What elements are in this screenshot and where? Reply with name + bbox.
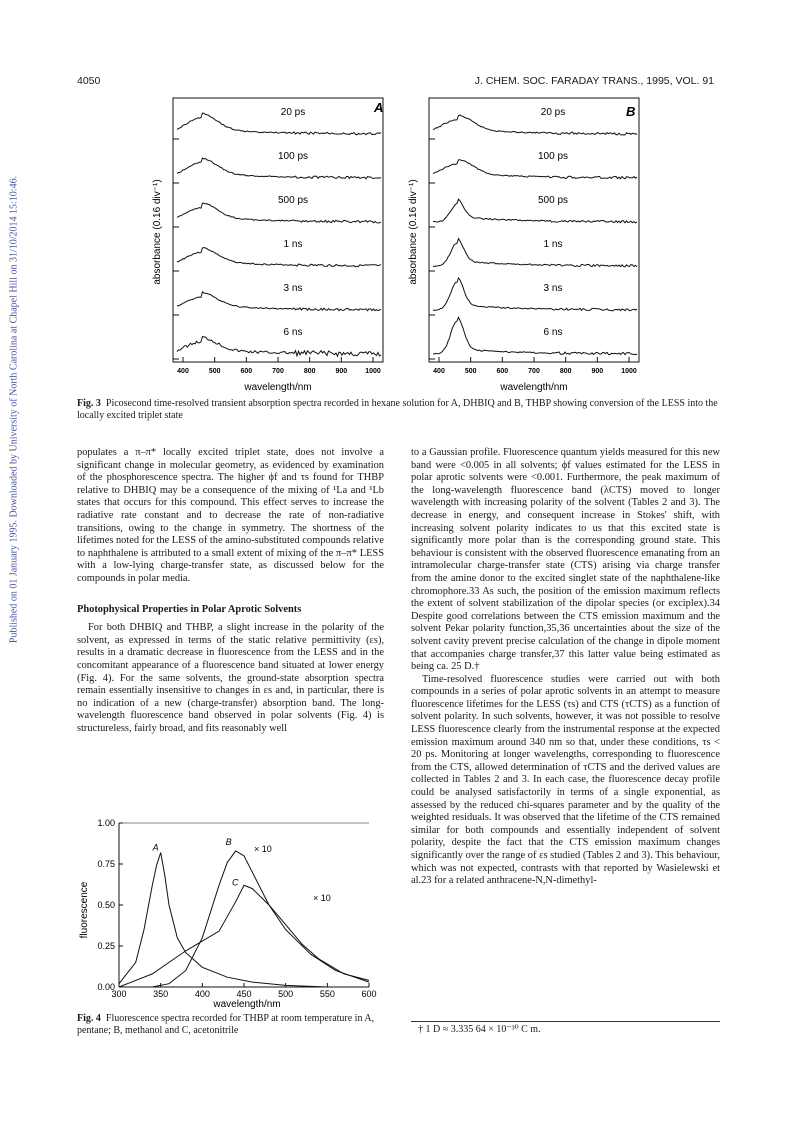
fig4-mult-b: × 10	[254, 844, 272, 854]
spectrum-trace	[177, 336, 381, 356]
x-tick-label: 450	[236, 989, 252, 999]
fig4-caption-text: Fluorescence spectra recorded for THBP at room temperature in A, pentane; B, methanol and C, acetonitrile	[77, 1013, 375, 1036]
fig3-caption-label: Fig. 3	[77, 398, 101, 409]
delay-label: 6 ns	[543, 327, 563, 338]
x-tick-label: 500	[464, 368, 477, 375]
series-label-C: C	[232, 877, 239, 888]
x-tick-label: 700	[528, 368, 540, 375]
spectrum-trace	[433, 239, 637, 267]
series-label-B: B	[225, 836, 232, 847]
x-tick-label: 800	[559, 368, 572, 375]
x-tick-label: 700	[272, 368, 284, 375]
y-tick-label: 1.00	[97, 818, 115, 828]
spectrum-trace	[433, 160, 637, 179]
delay-label: 500 ps	[277, 195, 309, 206]
spectrum-trace	[433, 115, 637, 135]
fig3-ylabel-b: absorbance (0.16 div⁻¹)	[408, 179, 419, 285]
delay-label: 3 ns	[543, 283, 563, 294]
left-column	[77, 447, 384, 735]
fig3-xlabel-b: wavelength/nm	[500, 382, 568, 392]
left-paragraph-1: populates a π–π* locally excited triplet state, does not involve a significant change in molecular geometry, as evidenced by examination of the phosphorescence spectra. The higher ϕf and τs found for THBP relative to DHBIQ may be a consequence of the mixing of ¹La and ¹Lb states that occurs for this compound. This effect serves to increase the radiative rate constant and to decrease the rate of non-radiative transitions, owing to the change in symmetry. The shortness of the lifetimes noted for the LESS of the amino-substituted compounds relative to naphthalene is attributed to a small extent of mixing of the π–π* LESS with a low-lying charge-transfer state, as discussed below for the compounds in polar media.	[77, 447, 384, 584]
x-tick-label: 400	[433, 368, 445, 375]
y-tick-label: 0.00	[97, 982, 115, 992]
x-tick-label: 600	[361, 989, 377, 999]
spectrum-trace	[177, 248, 381, 267]
x-tick-label: 900	[335, 368, 348, 375]
spectrum-trace	[177, 113, 381, 135]
spectrum-trace	[433, 317, 637, 354]
x-tick-label: 300	[111, 989, 127, 999]
footnote: † 1 D ≈ 3.335 64 × 10⁻³⁰ C m.	[418, 1024, 541, 1035]
fig4-mult-c: × 10	[313, 893, 331, 903]
x-tick-label: 900	[591, 368, 604, 375]
x-tick-label: 800	[303, 368, 316, 375]
delay-label: 3 ns	[283, 283, 303, 294]
figure-3	[140, 92, 740, 392]
x-tick-label: 350	[153, 989, 169, 999]
fig4-xlabel: wavelength/nm	[213, 999, 281, 1010]
fig3-xlabel-a: wavelength/nm	[244, 382, 312, 392]
y-tick-label: 0.75	[97, 859, 115, 869]
delay-label: 1 ns	[543, 239, 563, 250]
series-line-C	[119, 885, 369, 987]
right-paragraph-2: Time-resolved fluorescence studies were carried out with both compounds in a series of polar aprotic solvents in an attempt to measure fluorescence lifetimes for the LESS (τs) and CTS (τCTS) as a function of solvent polarity. In such solvents, however, it was not possible to resolve LESS fluorescence clearly from the instrumental response at the expected emission maximum around 340 nm so that, under these conditions, τs < 20 ps. Monitoring at longer wavelengths, corresponding to fluorescence from the CTS, allowed determination of τCTS and the derived values are collected in Tables 2 and 3. In each case, the fluorescence decay profile could be analysed satisfactorily in terms of a single exponential, as assessed by the reduced chi-squares parameter and by the quality of the weighted residuals. It was observed that the lifetime of the CTS remained similar for both compounds and essentially independent of solvent polarity, despite the fact that the CTS emission maximum changes significantly over the range of εs studied (Tables 2 and 3). This behaviour, which was not expected, contrasts with that reported by Wasielewski et al.23 for a related anthracene-N,N-dimethyl-	[411, 673, 720, 887]
fig3-caption	[77, 398, 723, 422]
right-paragraph-1: to a Gaussian profile. Fluorescence quantum yields measured for this new band were <0.005 in all solvents; ϕf values estimated for the LESS in polar aprotic solvents were <0.001. Furthermore, the peak maximum of the long-wavelength fluorescence band (λCTS) moved to longer wavelength with increasing polarity of the solvent (Tables 2 and 3). The decrease in energy, and consequent increase in Stokes' shift, with increasing solvent polarity indicates to us that this excited state is significantly more polar than is the corresponding ground state. This behaviour is consistent with the observed fluorescence emanating from an intramolecular charge-transfer state (CTS) arising via charge transfer from the amine donor to the excited singlet state of the naphthalene-like chromophore.33 As such, the position of the emission maximum reflects the extent of solvent stabilization of the dipolar species (or exciplex).34 Despite good correlations between the CTS emission maximum and the solvent Pekar polarity function,35,36 uncertainties about the size of the solvent cavity prevent precise calculation of the change in dipole moment that accompanies charge transfer,37 this latter value being estimated as being ca. 25 D.†	[411, 447, 720, 673]
fig4-ylabel: fluorescence	[79, 881, 90, 939]
spectrum-trace	[433, 278, 637, 311]
fig3-panel-a	[173, 98, 383, 375]
right-column	[411, 447, 720, 888]
panel-b-label: B	[626, 104, 636, 119]
x-tick-label: 1000	[365, 368, 381, 375]
series-label-A: A	[152, 842, 159, 853]
x-tick-label: 550	[319, 989, 335, 999]
spectrum-trace	[177, 292, 381, 311]
fig3-panel-b	[429, 98, 639, 375]
y-tick-label: 0.50	[97, 900, 115, 910]
download-watermark: Published on 01 January 1995. Downloaded by University of North Carolina at Chapel Hill on 31/10/2014 15:10:46.	[8, 175, 20, 644]
x-tick-label: 500	[208, 368, 221, 375]
x-tick-label: 400	[194, 989, 210, 999]
x-tick-label: 400	[177, 368, 189, 375]
fig3-caption-text: Picosecond time-resolved transient absorption spectra recorded in hexane solution for A, DHBIQ and B, THBP showing conversion of the LESS into the locally excited triplet state	[77, 398, 718, 421]
y-tick-label: 0.25	[97, 941, 115, 951]
delay-label: 1 ns	[283, 239, 303, 250]
fig3-ylabel-a: absorbance (0.16 div⁻¹)	[152, 179, 163, 285]
left-paragraph-2: For both DHBIQ and THBP, a slight increase in the polarity of the solvent, as expressed in terms of the static relative permittivity (εs), results in a dramatic decrease in fluorescence from the LESS and in the concomitant appearance of a fluorescence band situated at lower energy (Fig. 4). For the same solvents, the ground-state absorption spectra remain essentially insensitive to changes in εs and, in particular, there is no indication of a new (charge-transfer) absorption band. The long-wavelength fluorescence band observed in polar solvents (Fig. 4) is structureless, fairly broad, and fits reasonably well	[77, 622, 384, 734]
x-tick-label: 600	[496, 368, 509, 375]
delay-label: 20 ps	[540, 107, 566, 118]
panel-a-label: A	[374, 100, 384, 115]
delay-label: 6 ns	[283, 327, 303, 338]
spectrum-trace	[433, 199, 637, 223]
journal-header: J. CHEM. SOC. FARADAY TRANS., 1995, VOL. 91	[474, 75, 714, 87]
figure-4	[77, 815, 384, 1010]
x-tick-label: 600	[240, 368, 253, 375]
page-number: 4050	[77, 75, 101, 87]
delay-label: 500 ps	[537, 195, 569, 206]
footnote-rule	[411, 1021, 720, 1022]
x-tick-label: 1000	[621, 368, 637, 375]
delay-label: 20 ps	[280, 107, 306, 118]
fig4-caption	[77, 1013, 384, 1037]
delay-label: 100 ps	[537, 151, 569, 162]
x-tick-label: 500	[278, 989, 294, 999]
fig4-caption-label: Fig. 4	[77, 1013, 101, 1024]
section-heading: Photophysical Properties in Polar Aprotic Solvents	[77, 603, 302, 615]
delay-label: 100 ps	[277, 151, 309, 162]
